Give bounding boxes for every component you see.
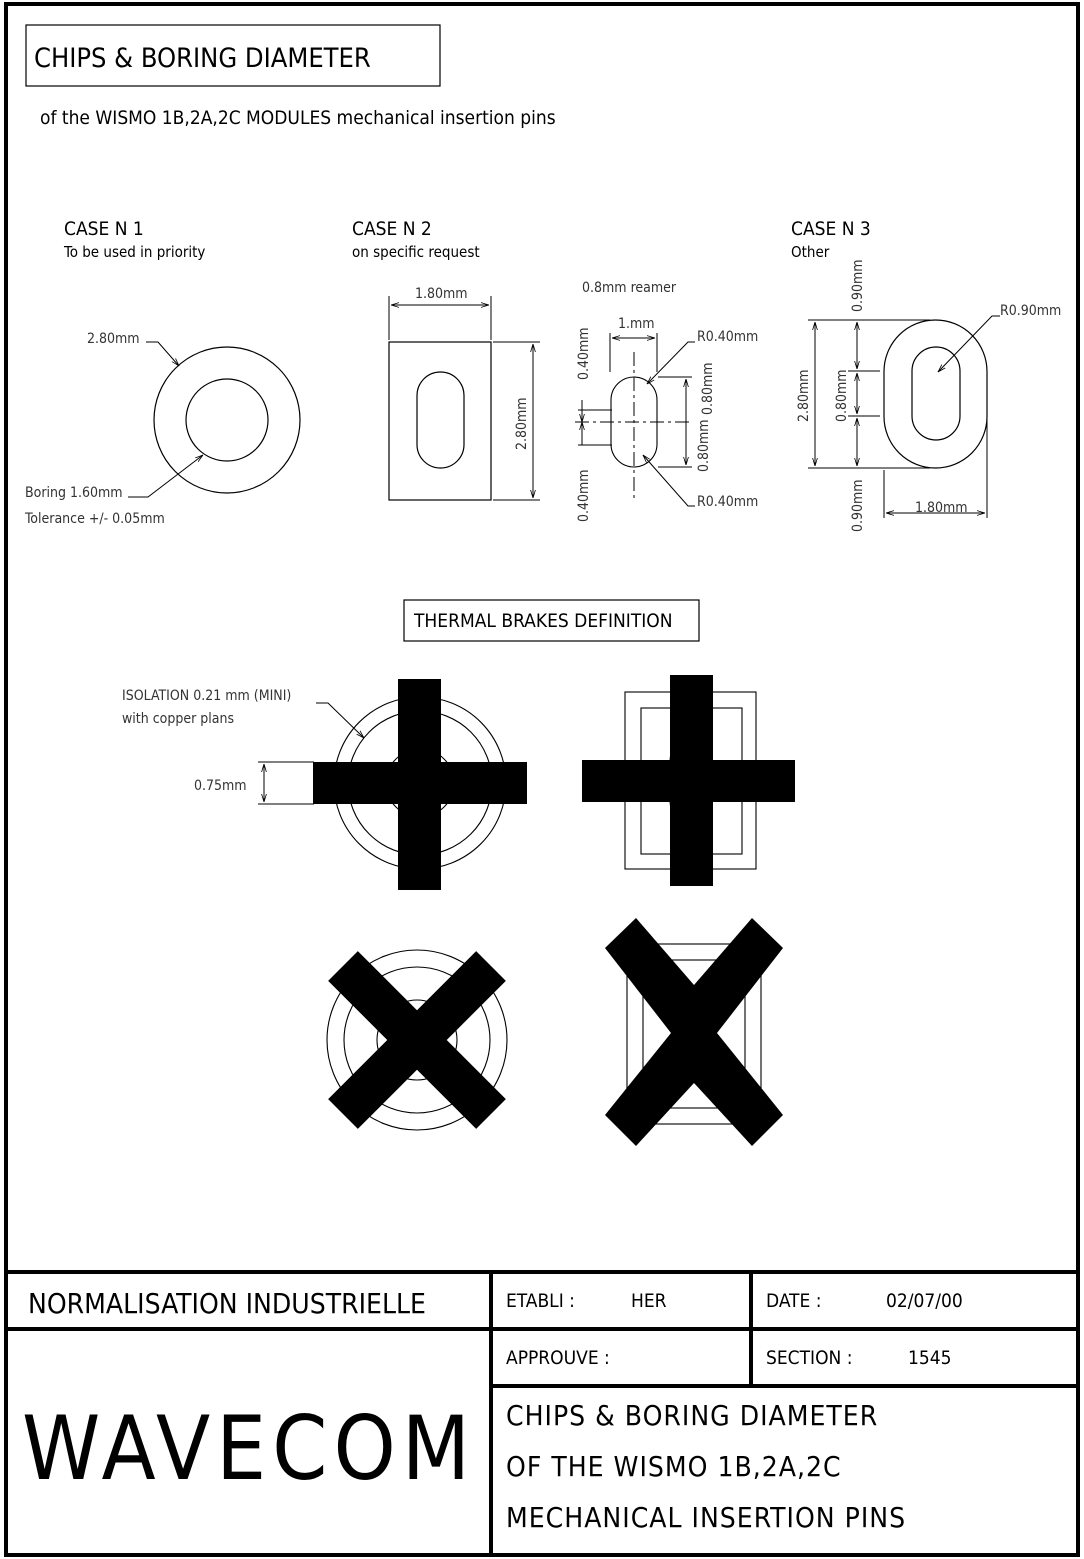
case2-reamer: 0.8mm reamer [582, 280, 677, 296]
tb-desc-line3: MECHANICAL INSERTION PINS [506, 1501, 907, 1534]
case1-boring: Boring 1.60mm [25, 485, 123, 501]
thermal-round-plus [313, 679, 527, 890]
tb-normalisation: NORMALISATION INDUSTRIELLE [28, 1287, 426, 1320]
tb-desc-line2: OF THE WISMO 1B,2A,2C [506, 1450, 842, 1483]
case1-tolerance: Tolerance +/- 0.05mm [25, 511, 165, 527]
thermal-round-x [327, 950, 507, 1130]
case2-radius-top-leader [647, 342, 695, 384]
drawing-border [6, 4, 1078, 1555]
thermal-spoke-width: 0.75mm [194, 778, 247, 794]
case3-bottom-dim: 0.90mm [850, 479, 866, 532]
tb-company: WAVECOM [22, 1397, 477, 1500]
thermal-rect-plus-spoke-h [582, 760, 795, 802]
case1-bore-circle [186, 379, 268, 461]
case3-title: CASE N 3 [791, 218, 871, 240]
case3-width-dim: 1.80mm [915, 500, 968, 516]
drawing-title: CHIPS & BORING DIAMETER [34, 43, 371, 74]
case2-left-bottom-dim: 0.40mm [576, 469, 592, 522]
case2-pad [389, 342, 491, 500]
case2-slot [417, 372, 464, 468]
tb-section-value: 1545 [908, 1347, 952, 1369]
thermal-isolation-line2: with copper plans [122, 711, 235, 727]
tb-section-label: SECTION : [766, 1347, 853, 1369]
case3-radius-leader [938, 316, 1000, 372]
case3-top-dim: 0.90mm [850, 259, 866, 312]
thermal-rect-x-spokes [605, 918, 783, 1146]
tb-approuve-label: APPROUVE : [506, 1347, 610, 1369]
case3-oval-slot [912, 347, 960, 440]
case2-width-dim: 1.80mm [415, 286, 468, 302]
case1-outer-dim: 2.80mm [87, 331, 140, 347]
thermal-rect-x [605, 918, 783, 1146]
thermal-isolation-line1: ISOLATION 0.21 mm (MINI) [122, 688, 292, 704]
case1-bore-leader [128, 455, 203, 497]
case3-radius: R0.90mm [1000, 303, 1062, 319]
thermal-isolation-leader [316, 703, 364, 738]
case1-pad [154, 347, 300, 493]
thermal-title: THERMAL BRAKES DEFINITION [414, 610, 673, 632]
case2-right-dim-a: 0.80mm [700, 362, 716, 415]
tb-date-label: DATE : [766, 1290, 822, 1312]
case2-note: on specific request [352, 243, 480, 261]
tb-etabli-value: HER [631, 1290, 667, 1312]
case2-rect-pad [389, 342, 491, 500]
case3-pad [884, 320, 987, 468]
tb-desc-line1: CHIPS & BORING DIAMETER [506, 1399, 879, 1432]
case2-height-dim: 2.80mm [514, 397, 530, 450]
case2-title: CASE N 2 [352, 218, 432, 240]
tb-etabli-label: ETABLI : [506, 1290, 575, 1312]
case3-oval-pad [884, 320, 987, 468]
case3-note: Other [791, 243, 830, 261]
case2-left-top-dim: 0.40mm [576, 327, 592, 380]
case2-radius-bottom: R0.40mm [697, 494, 759, 510]
drawing-subtitle: of the WISMO 1B,2A,2C MODULES mechanical insertion pins [40, 107, 556, 129]
case1-outer-leader [146, 342, 179, 366]
case3-mid-dim: 0.80mm [834, 369, 850, 422]
case3-height-dim: 2.80mm [796, 369, 812, 422]
case2-slot-width: 1.mm [618, 316, 655, 332]
thermal-rect-plus [582, 675, 795, 886]
tb-date-value: 02/07/00 [886, 1290, 963, 1312]
case2-radius-top: R0.40mm [697, 329, 759, 345]
case1-note: To be used in priority [64, 243, 206, 261]
case1-title: CASE N 1 [64, 218, 144, 240]
case2-right-dim-b: 0.80mm [696, 419, 712, 472]
case1-outer-circle [154, 347, 300, 493]
thermal-round-plus-spoke-h [313, 762, 527, 804]
case2-radius-bottom-leader [643, 455, 695, 506]
